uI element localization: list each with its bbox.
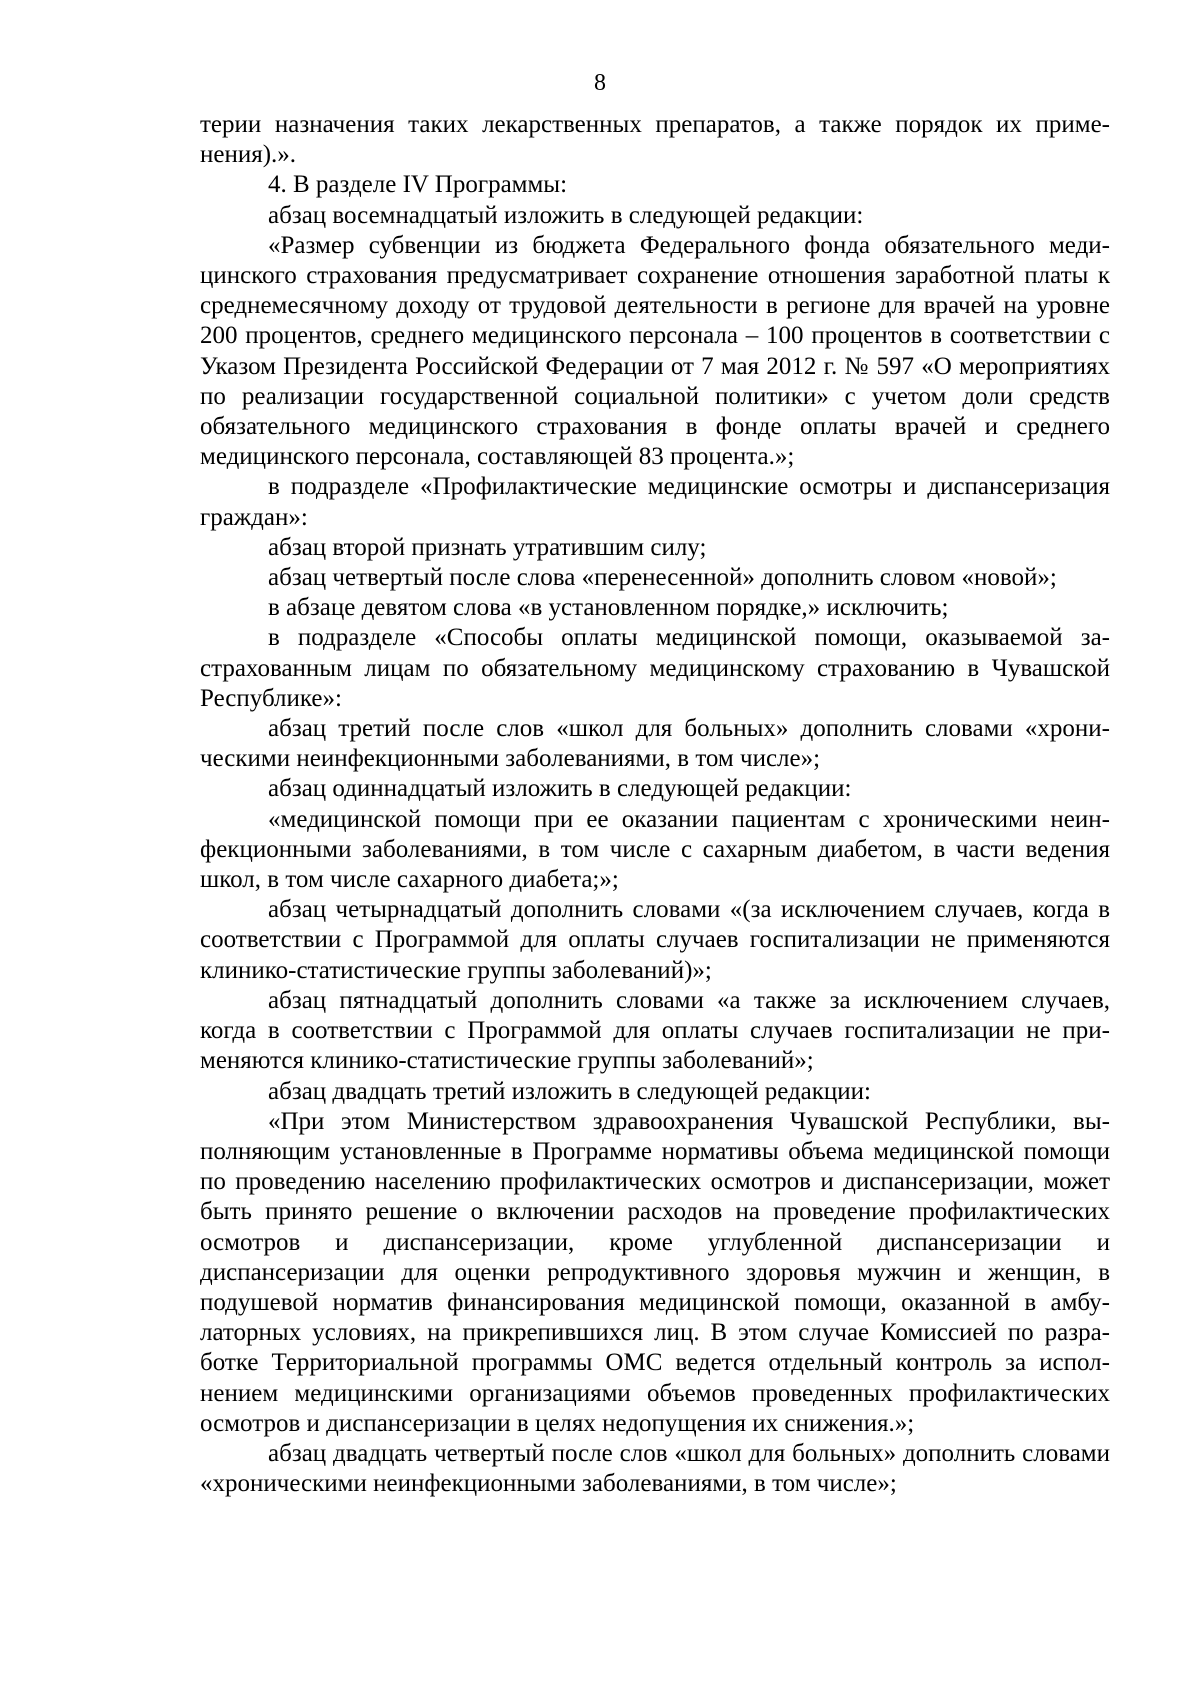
paragraph: абзац одиннадцатый изложить в следующей редакции:: [268, 775, 852, 803]
paragraph-quote: «Размер субвенции из бюджета Федерального фонда обязательного медицинского страхования предусматривает сохранение отношения заработной платы к среднемесячному доходу от трудовой деятельности в регионе для врачей на уровне 200 процентов, среднего медицинского персонала – 100 процентов в соответствии с Указом Президента Российской Федерации от 7 мая 2012 г. № 597 «О мероприятиях по реализации государственной социальной политики» с учетом доли средств обязательного медицинского страхования в фонде оплаты врачей и среднего медицинского персонала, составляющей 83 процента.»;: [200, 231, 1110, 471]
paragraph: абзац четвертый после слова «перенесенной» дополнить словом «новой»;: [268, 564, 1057, 592]
paragraph: абзац второй признать утратившим силу;: [268, 533, 707, 561]
paragraph: в подразделе «Способы оплаты медицинской помощи, оказываемой застрахованным лицам по обязательному медицинскому страхованию в Чувашской Республике»:: [200, 624, 1110, 712]
paragraph: абзац двадцать третий изложить в следующей редакции:: [268, 1077, 872, 1105]
paragraph-quote: «медицинской помощи при ее оказании пациентам с хроническими неинфекционными заболеваниями, в том числе с сахарным диабетом, в части ведения школ, в том числе сахарного диабета;»;: [200, 805, 1110, 894]
paragraph: абзац третий после слов «школ для больных» дополнить словами «хроническими неинфекционными заболеваниями, в том числе»;: [200, 715, 1110, 773]
paragraph-section-heading: 4. В разделе IV Программы:: [268, 171, 568, 199]
paragraph-continuation: терии назначения таких лекарственных препаратов, а также порядок их применения).».: [200, 111, 1110, 169]
paragraph: абзац двадцать четвертый после слов «школ для больных» дополнить словами «хроническими неинфекционными заболеваниями, в том числе»;: [200, 1439, 1110, 1498]
paragraph: абзац пятнадцатый дополнить словами «а также за исключением случаев, когда в соответствии с Программой для оплаты случаев госпитализации не применяются клинико-статистические группы заболеваний»;: [200, 986, 1110, 1075]
paragraph-quote: «При этом Министерством здравоохранения Чувашской Республики, выполняющим установленные в Программе нормативы объема медицинской помощи по проведению населению профилактических осмотров и диспансеризации, может быть принято решение о включении расходов на проведение профилактических осмотров и диспансеризации, кроме углубленной диспансеризации и диспансеризации для оценки репродуктивного здоровья мужчин и женщин, в подушевой норматив финансирования медицинской помощи, оказанной в амбулаторных условиях, на прикрепившихся лиц. В этом случае Комиссией по разработке Территориальной программы ОМС ведется отдельный контроль за исполнением медицинскими организациями объемов проведенных профилактических осмотров и диспансеризации в целях недопущения их снижения.»;: [200, 1107, 1110, 1437]
document-body: [200, 110, 1110, 1499]
paragraph: в абзаце девятом слова «в установленном порядке,» исключить;: [268, 594, 949, 622]
page-number: 8: [594, 70, 606, 96]
paragraph: абзац четырнадцатый дополнить словами «(за исключением случаев, когда в соответствии с Программой для оплаты случаев госпитализации не применяются клинико-статистические группы заболеваний)»;: [200, 896, 1110, 984]
paragraph: в подразделе «Профилактические медицинские осмотры и диспансеризация граждан»:: [200, 473, 1110, 531]
paragraph: абзац восемнадцатый изложить в следующей редакции:: [268, 201, 864, 229]
